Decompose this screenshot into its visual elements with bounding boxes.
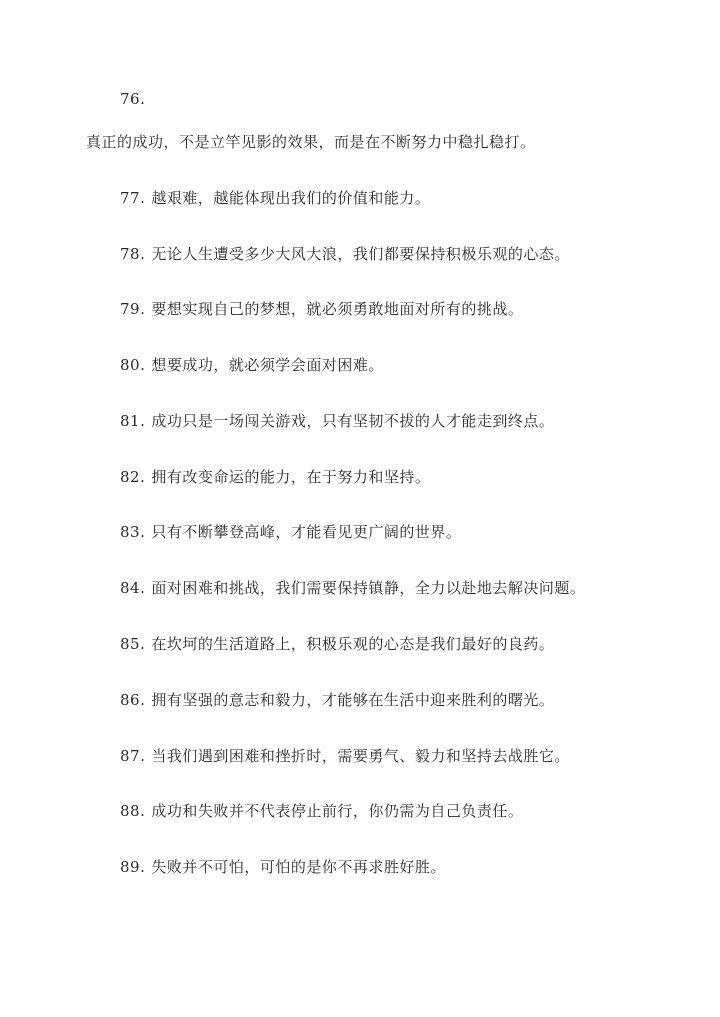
entry-number: 86. [120, 691, 146, 709]
entry-80 [120, 355, 384, 375]
entry-85 [120, 634, 554, 654]
entry-number: 88. [120, 802, 146, 820]
entry-text: 拥有改变命运的能力，在于努力和坚持。 [151, 468, 431, 486]
entry-number: 89. [120, 858, 146, 876]
entry-text: 当我们遇到困难和挫折时，需要勇气、毅力和坚持去战胜它。 [151, 747, 570, 765]
entry-text: 成功和失败并不代表停止前行，你仍需为自己负责任。 [151, 802, 524, 820]
entry-number: 79. [120, 300, 146, 318]
entry-78 [120, 244, 570, 264]
entry-87 [120, 746, 570, 766]
entry-86 [120, 690, 554, 710]
entry-84 [120, 578, 585, 598]
entry-number: 82. [120, 468, 146, 486]
entry-77 [120, 188, 430, 208]
entry-76 [120, 89, 151, 109]
entry-number: 80. [120, 356, 146, 374]
entry-number: 77. [120, 189, 146, 207]
entry-text: 面对困难和挑战，我们需要保持镇静，全力以赴地去解决问题。 [151, 579, 586, 597]
entry-number: 78. [120, 245, 146, 263]
entry-number: 85. [120, 635, 146, 653]
entry-text: 想要成功，就必须学会面对困难。 [151, 356, 384, 374]
entry-text: 成功只是一场闯关游戏，只有坚韧不拔的人才能走到终点。 [151, 412, 555, 430]
entry-number: 87. [120, 747, 146, 765]
entry-text: 拥有坚强的意志和毅力，才能够在生活中迎来胜利的曙光。 [151, 691, 555, 709]
entry-text: 失败并不可怕，可怕的是你不再求胜好胜。 [151, 858, 446, 876]
entry-83 [120, 522, 461, 542]
entry-number: 84. [120, 579, 146, 597]
entry-number: 76. [120, 90, 146, 108]
entry-76-text [86, 132, 536, 152]
entry-text: 要想实现自己的梦想，就必须勇敢地面对所有的挑战。 [151, 300, 524, 318]
entry-text: 无论人生遭受多少大风大浪，我们都要保持积极乐观的心态。 [151, 245, 570, 263]
entry-text: 在坎坷的生活道路上，积极乐观的心态是我们最好的良药。 [151, 635, 555, 653]
entry-number: 83. [120, 523, 146, 541]
entry-number: 81. [120, 412, 146, 430]
entry-text: 越艰难，越能体现出我们的价值和能力。 [151, 189, 431, 207]
entry-text: 真正的成功，不是立竿见影的效果，而是在不断努力中稳扎稳打。 [86, 133, 536, 151]
entry-text: 只有不断攀登高峰，才能看见更广阔的世界。 [151, 523, 462, 541]
entry-81 [120, 411, 554, 431]
entry-82 [120, 467, 430, 487]
entry-88 [120, 801, 523, 821]
entry-89 [120, 857, 446, 877]
entry-79 [120, 299, 523, 319]
